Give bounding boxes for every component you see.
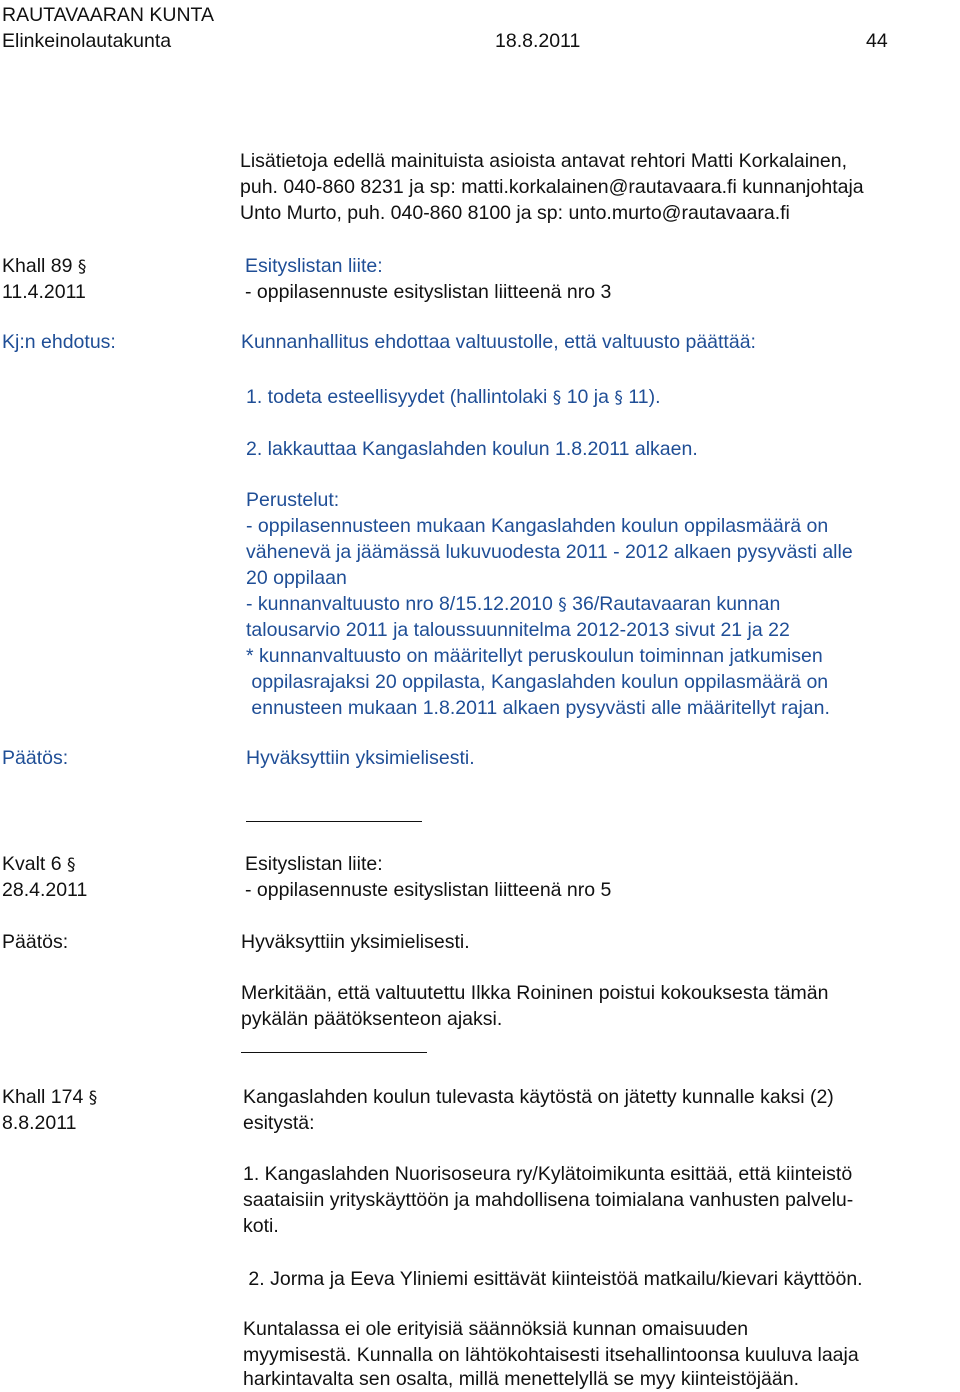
paragraph-icon: §: [77, 257, 87, 277]
intro-line-2: [240, 174, 864, 200]
khall174-item-1: koti.: [243, 1215, 279, 1237]
kvalt6-ref-text: Kvalt 6: [2, 853, 62, 875]
intro-line-1: Lisätietoja edellä mainituista asioista antavat rehtori Matti Korkalainen,: [240, 150, 847, 172]
proposal-item-1-prefix: 1. todeta esteellisyydet (hallintolaki: [246, 386, 548, 408]
reasons-line: * kunnanvaltuusto on määritellyt peruskoulun toiminnan jatkumisen: [246, 645, 823, 667]
page-number: 44: [866, 30, 888, 52]
khall174-intro: Kangaslahden koulun tulevasta käytöstä on jätetty kunnalle kaksi (2): [243, 1086, 834, 1108]
decision-2-label: Päätös:: [2, 931, 69, 953]
khall174-date: 8.8.2011: [2, 1112, 77, 1134]
reasons-line: - oppilasennusteen mukaan Kangaslahden koulun oppilasmäärä on: [246, 515, 829, 537]
khall174-final: harkintavalta sen osalta, millä menettelyllä se myy kiinteistöjään.: [243, 1368, 800, 1390]
proposal-item-1: [246, 384, 660, 411]
reasons-title: Perustelut:: [246, 489, 340, 511]
khall89-ref: [2, 253, 86, 280]
khall174-final: myymisestä. Kunnalla on lähtökohtaisesti itsehallintoonsa kuuluva laaja: [243, 1344, 859, 1366]
khall89-attach-item: - oppilasennuste esityslistan liitteenä nro 3: [245, 281, 612, 303]
email-link-korkalainen[interactable]: matti.korkalainen@rautavaara.fi: [461, 176, 737, 198]
intro-line-3-prefix: Unto Murto, puh. 040-860 8100 ja sp:: [240, 202, 569, 224]
khall174-ref: [2, 1084, 97, 1111]
kvalt6-attach-item: - oppilasennuste esityslistan liitteenä nro 5: [245, 879, 612, 901]
paragraph-icon: §: [67, 855, 76, 875]
reasons-line: vähenevä ja jäämässä lukuvuodesta 2011 - 2012 alkaen pysyvästi alle: [246, 541, 853, 563]
reasons-line: ennusteen mukaan 1.8.2011 alkaen pysyvästi alle määritellyt rajan.: [246, 697, 830, 719]
khall174-item-1: 1. Kangaslahden Nuorisoseura ry/Kylätoimikunta esittää, että kiinteistö: [243, 1163, 853, 1185]
khall174-item-2: 2. Jorma ja Eeva Yliniemi esittävät kiinteistöä matkailu/kievari käyttöön.: [243, 1268, 863, 1290]
reasons-line: 20 oppilaan: [246, 567, 347, 589]
section-divider: [241, 1052, 427, 1053]
proposal-item-1-mid: 10 ja: [566, 386, 609, 408]
email-link-murto[interactable]: unto.murto@rautavaara.fi: [568, 202, 790, 224]
decision-2-note: pykälän päätöksenteon ajaksi.: [241, 1008, 503, 1030]
khall89-ref-text: Khall 89: [2, 255, 73, 277]
khall174-intro: esitystä:: [243, 1112, 315, 1134]
kvalt6-ref: [2, 851, 76, 878]
intro-line-3: [240, 200, 790, 226]
proposal-item-1-suffix: 11).: [628, 386, 661, 408]
intro-line-2-prefix: puh. 040-860 8231 ja sp:: [240, 176, 462, 198]
khall174-ref-text: Khall 174: [2, 1086, 84, 1108]
khall89-attach-title: Esityslistan liite:: [245, 255, 383, 277]
reasons-line-part: 36/Rautavaaran kunnan: [572, 593, 781, 615]
reasons-line-part: - kunnanvaltuusto nro 8/15.12.2010: [246, 593, 553, 615]
decision-2-text: Hyväksyttiin yksimielisesti.: [241, 931, 470, 953]
proposal-label: Kj:n ehdotus:: [2, 331, 116, 353]
decision-2-note: Merkitään, että valtuutettu Ilkka Roininen poistui kokouksesta tämän: [241, 982, 829, 1004]
paragraph-icon: §: [88, 1088, 98, 1108]
reasons-line: talousarvio 2011 ja taloussuunnitelma 2012-2013 sivut 21 ja 22: [246, 619, 790, 641]
khall174-item-1: saataisiin yrityskäyttöön ja mahdollisena toimialana vanhusten palvelu-: [243, 1189, 854, 1211]
board-name: Elinkeinolautakunta: [2, 30, 172, 52]
kvalt6-attach-title: Esityslistan liite:: [245, 853, 383, 875]
header-date: 18.8.2011: [495, 30, 581, 52]
proposal-item-2: 2. lakkauttaa Kangaslahden koulun 1.8.2011 alkaen.: [246, 438, 698, 460]
paragraph-icon: §: [558, 595, 567, 615]
paragraph-icon: §: [614, 388, 623, 408]
section-divider: [246, 821, 422, 822]
khall174-final: Kuntalassa ei ole erityisiä säännöksiä kunnan omaisuuden: [243, 1318, 749, 1340]
reasons-line: oppilasrajaksi 20 oppilasta, Kangaslahden koulun oppilasmäärä on: [246, 671, 829, 693]
intro-line-2-suffix: kunnanjohtaja: [736, 176, 864, 198]
decision-1-text: Hyväksyttiin yksimielisesti.: [246, 747, 475, 769]
kvalt6-date: 28.4.2011: [2, 879, 88, 901]
paragraph-icon: §: [552, 388, 562, 408]
reasons-line: [246, 591, 780, 618]
decision-1-label: Päätös:: [2, 747, 69, 769]
proposal-text: Kunnanhallitus ehdottaa valtuustolle, että valtuusto päättää:: [241, 331, 756, 353]
org-name: RAUTAVAARAN KUNTA: [2, 4, 214, 26]
khall89-date: 11.4.2011: [2, 281, 86, 303]
